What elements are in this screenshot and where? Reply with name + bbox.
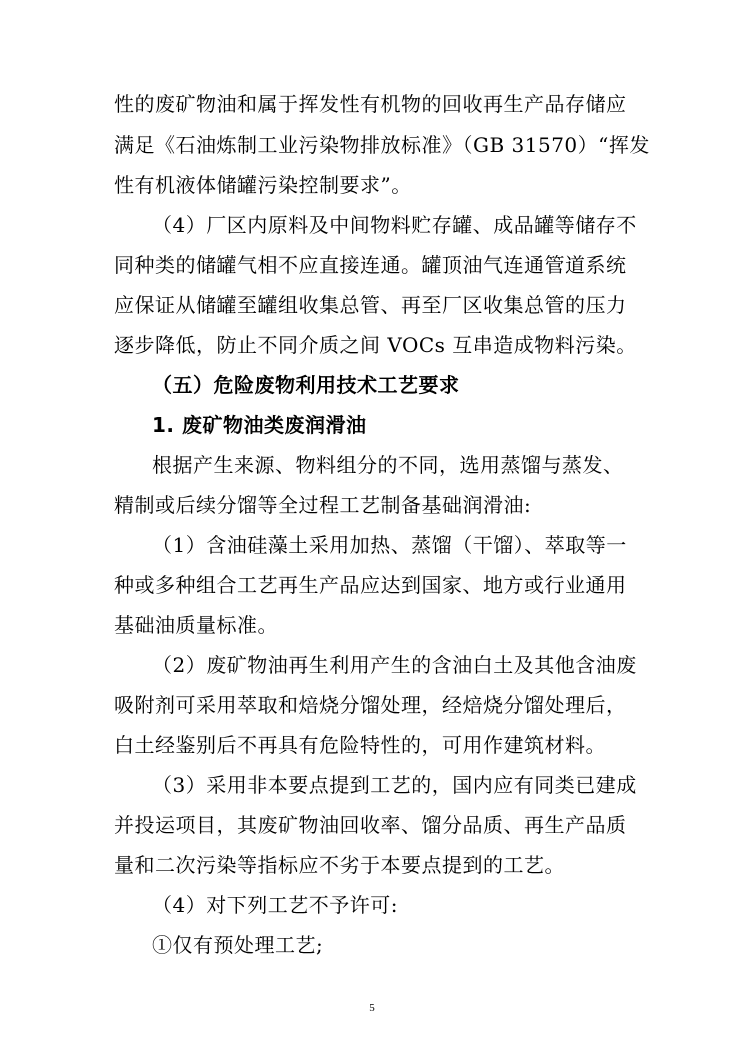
paragraph-line: 性有机液体储罐污染控制要求”。 (114, 173, 412, 197)
paragraph-line: （2）废矿物油再生利用产生的含油白土及其他含油废 (152, 653, 637, 677)
paragraph-line: （1）含油硅藻土采用加热、蒸馏（干馏）、萃取等一 (152, 533, 627, 557)
paragraph-line: （4）对下列工艺不予许可: (152, 893, 398, 917)
paragraph-line: ①仅有预处理工艺; (152, 933, 324, 957)
paragraph-line: 并投运项目，其废矿物油回收率、馏分品质、再生产品质 (114, 813, 627, 837)
paragraph-line: 基础油质量标准。 (114, 613, 278, 637)
paragraph-line: 白土经鉴别后不再具有危险特性的，可用作建筑材料。 (114, 733, 606, 757)
section-heading: （五）危险废物利用技术工艺要求 (152, 373, 460, 397)
paragraph-line: （4）厂区内原料及中间物料贮存罐、成品罐等储存不 (152, 213, 637, 237)
page-number: 5 (369, 1002, 375, 1014)
paragraph-line: 根据产生来源、物料组分的不同，选用蒸馏与蒸发、 (152, 453, 624, 477)
paragraph-line: 逐步降低，防止不同介质之间 VOCs 互串造成物料污染。 (114, 333, 637, 357)
paragraph-line: 吸附剂可采用萃取和焙烧分馏处理，经焙烧分馏处理后， (114, 693, 627, 717)
paragraph-line: 精制或后续分馏等全过程工艺制备基础润滑油: (114, 493, 532, 517)
paragraph-line: （3）采用非本要点提到工艺的，国内应有同类已建成 (152, 773, 637, 797)
paragraph-line: 满足《石油炼制工业污染物排放标准》（GB 31570）“挥发 (114, 133, 650, 157)
paragraph-line: 性的废矿物油和属于挥发性有机物的回收再生产品存储应 (114, 92, 627, 116)
subsection-heading: 1. 废矿物油类废润滑油 (152, 413, 367, 437)
paragraph-line: 种或多种组合工艺再生产品应达到国家、地方或行业通用 (114, 573, 627, 597)
paragraph-line: 同种类的储罐气相不应直接连通。罐顶油气连通管道系统 (114, 253, 627, 277)
paragraph-line: 应保证从储罐至罐组收集总管、再至厂区收集总管的压力 (114, 293, 627, 317)
paragraph-line: 量和二次污染等指标应不劣于本要点提到的工艺。 (114, 853, 565, 877)
